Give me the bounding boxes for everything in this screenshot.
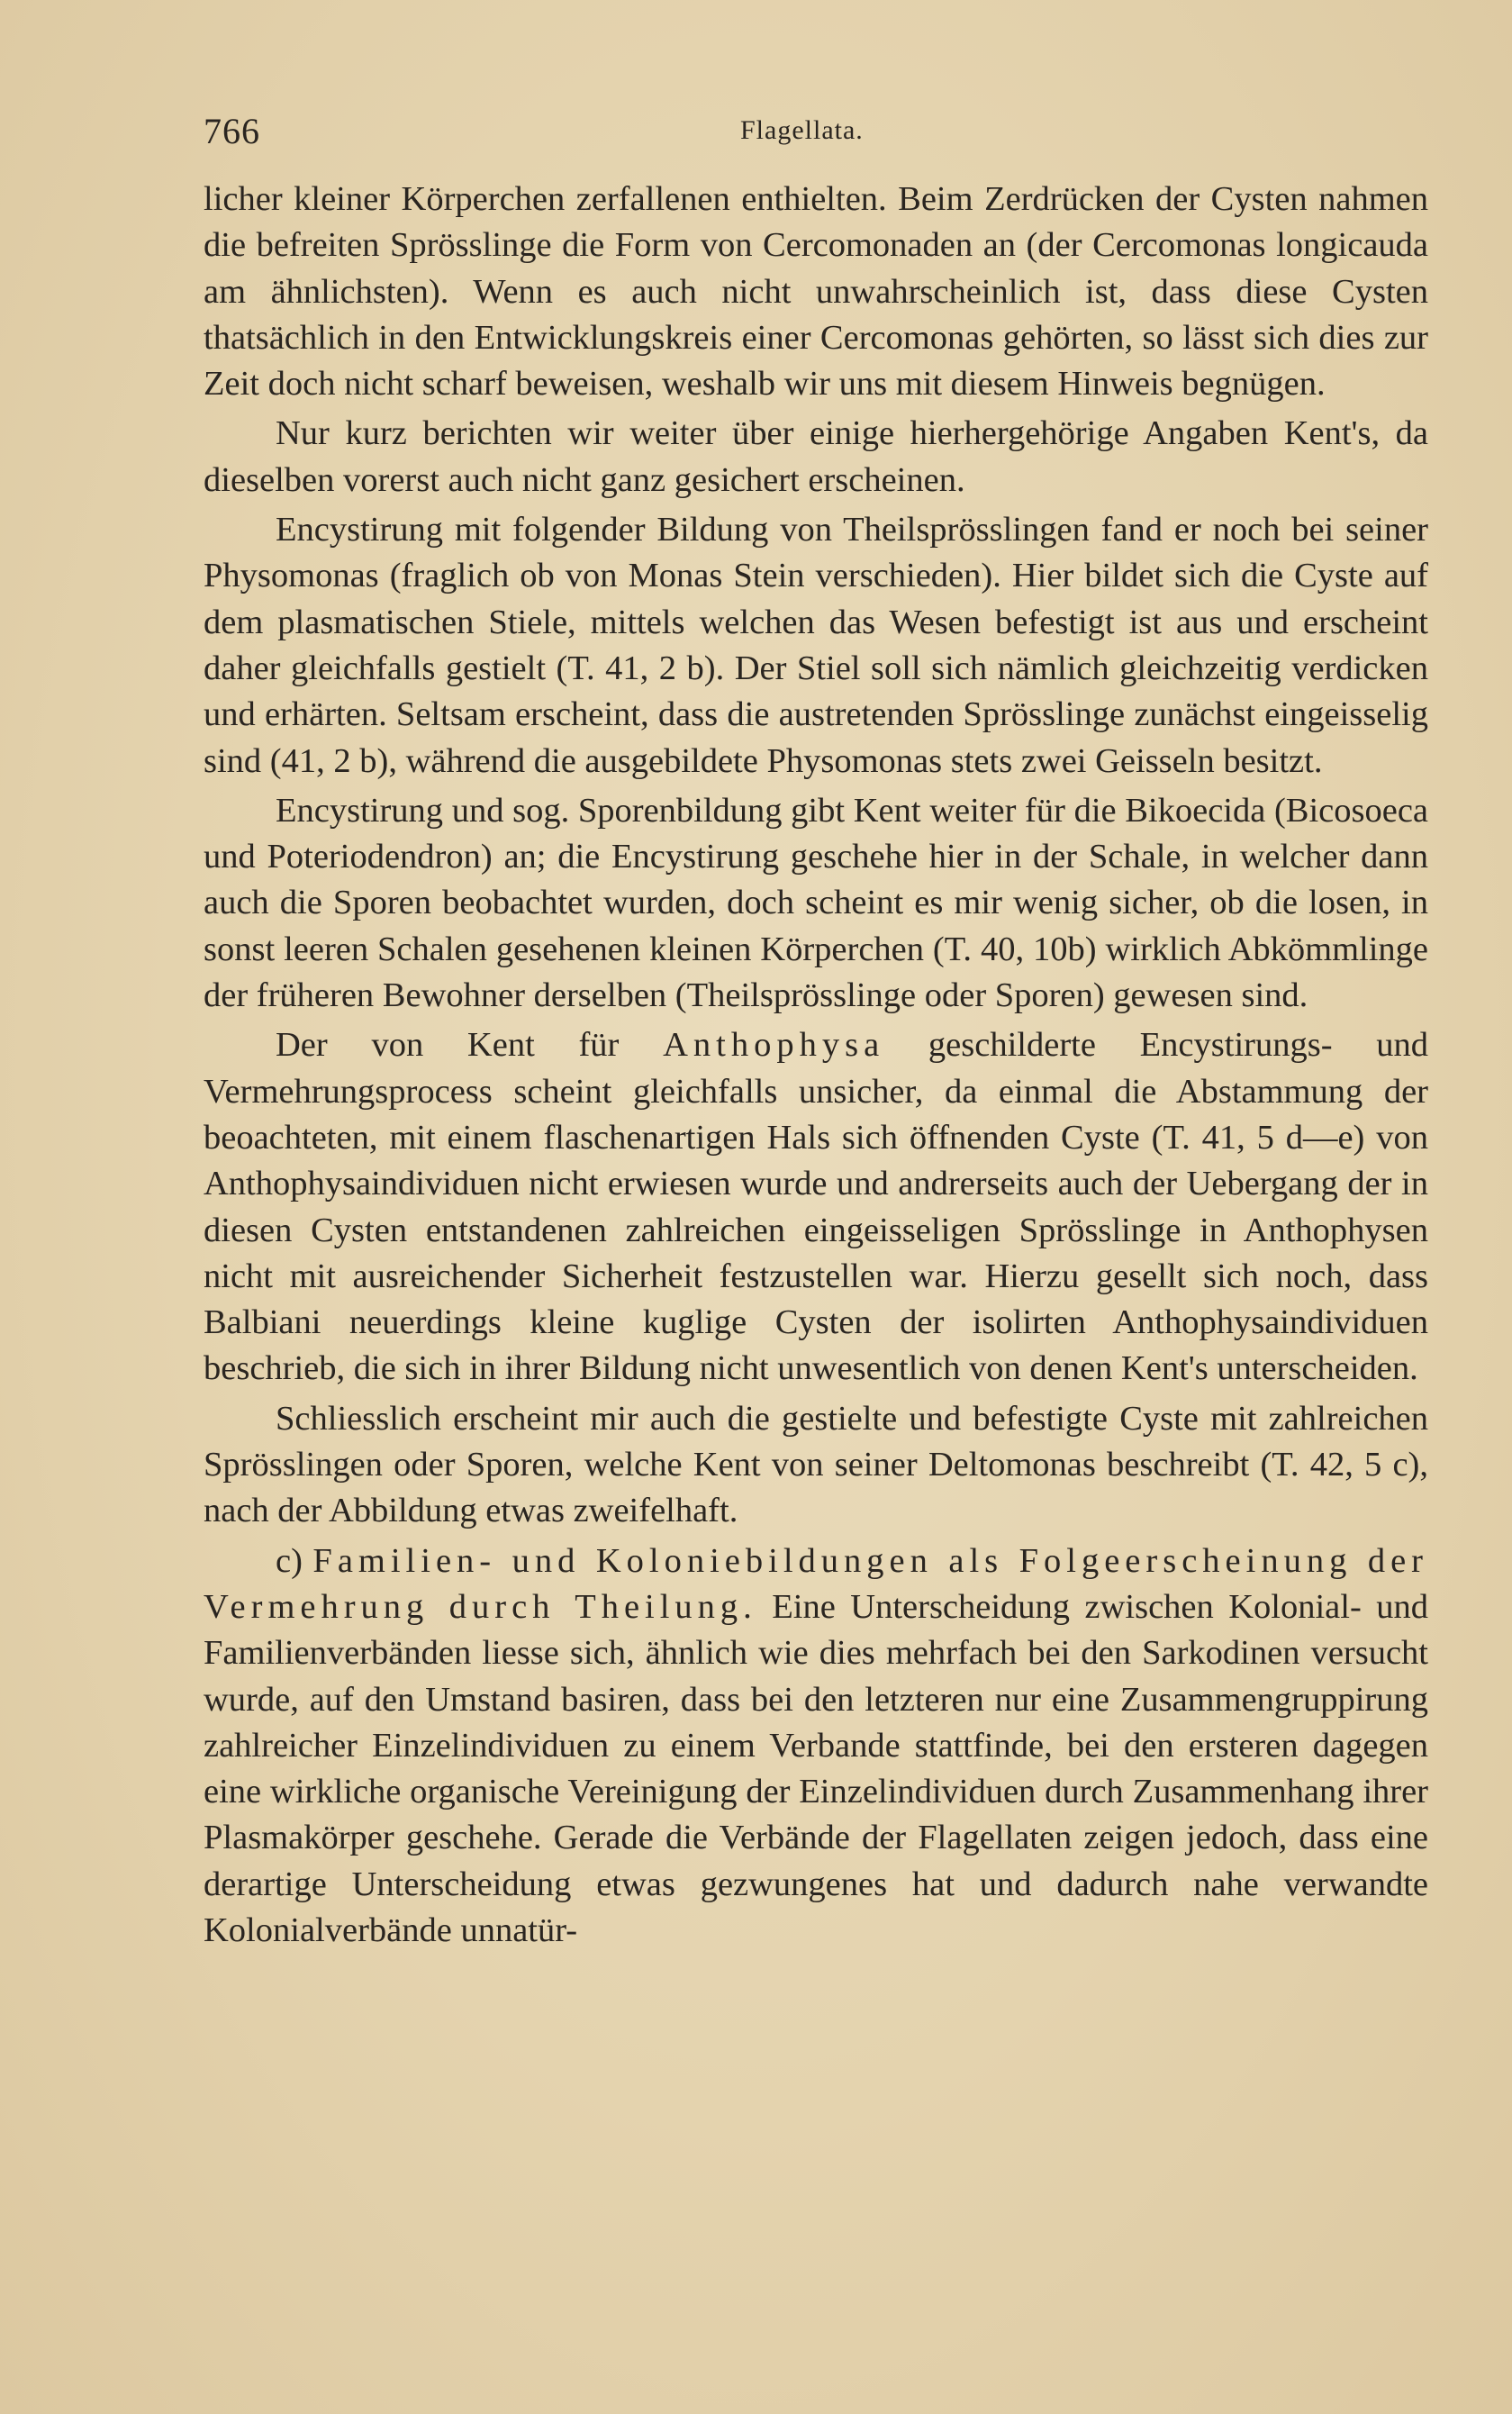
paragraph-1: licher kleiner Körperchen zerfallenen enthielten. Beim Zerdrücken der Cysten nahmen die befreiten Sprösslinge die Form von Cercomonaden an (der Cercomonas longicauda am ähnlichsten). Wenn es auch nicht unwahrscheinlich ist, dass diese Cysten thatsächlich in den Entwicklungskreis einer Cercomonas gehörten, so lässt sich dies zur Zeit doch nicht scharf beweisen, weshalb wir uns mit diesem Hinweis begnügen. xyxy=(204,180,1428,404)
section-label: c) xyxy=(276,1541,313,1580)
page-header xyxy=(204,110,1428,155)
paragraph-5-rest: geschilderte Encystirungs- und Vermehrungsprocess scheint gleichfalls unsicher, da einmal die Abstammung der beoachteten, mit einem flaschenartigen Hals sich öffnenden Cyste (T. 41, 5 d—e) von Anthophysaindividuen nicht erwiesen wurde und andrerseits auch der Uebergang der in diesen Cysten entstandenen zahlreichen eingeisseligen Sprösslinge in Anthophysen nicht mit ausreichender Sicherheit festzustellen war. Hierzu gesellt sich noch, dass Balbiani neuerdings kleine kuglige Cysten der isolirten Anthophysaindividuen beschrieb, die sich in ihrer Bildung nicht unwesentlich von denen Kent's unterscheiden. xyxy=(204,1026,1428,1388)
paragraph-2: Nur kurz berichten wir weiter über einige hierhergehörige Angaben Kent's, da dieselben vorerst auch nicht ganz gesichert erscheinen. xyxy=(204,414,1428,499)
paragraph-6: Schliesslich erscheint mir auch die gestielte und befestigte Cyste mit zahlreichen Sprösslingen oder Sporen, welche Kent von seiner Deltomonas beschreibt (T. 42, 5 c), nach der Abbildung etwas zweifelhaft. xyxy=(204,1399,1428,1530)
paragraph-7-rest: Eine Unterscheidung zwischen Kolonial- und Familienverbänden liesse sich, ähnlich wie dies mehrfach bei den Sarkodinen versucht wurde, auf den Umstand basiren, dass bei den letzteren nur eine Zusammengruppirung zahlreicher Einzelindividuen zu einem Verbande stattfinde, bei den ersteren dagegen eine wirkliche organische Vereinigung der Einzelindividuen durch Zusammenhang ihrer Plasmakörper geschehe. Gerade die Verbände der Flagellaten zeigen jedoch, dass eine derartige Unterscheidung etwas gezwungenes hat und dadurch nahe verwandte Kolonialverbände unnatür- xyxy=(204,1587,1428,1949)
page-number: 766 xyxy=(204,111,260,151)
section-heading-spaced: Familien- und Koloniebildungen als Folgeerscheinung der Vermehrung durch Theilung. xyxy=(204,1541,1428,1626)
paragraph-7 xyxy=(204,1538,1428,1955)
genus-name-spaced: Anthophysa xyxy=(663,1026,885,1065)
paragraph-4: Encystirung und sog. Sporenbildung gibt Kent weiter für die Bikoecida (Bicosoeca und Poteriodendron) an; die Encystirung geschehe hier in der Schale, in welcher dann auch die Sporen beobachtet wurden, doch scheint es mir wenig sicher, ob die losen, in sonst leeren Schalen gesehenen kleinen Körperchen (T. 40, 10b) wirklich Abkömmlinge der früheren Bewohner derselben (Theilsprösslinge oder Sporen) gewesen sind. xyxy=(204,791,1428,1015)
paragraph-3: Encystirung mit folgender Bildung von Theilsprösslingen fand er noch bei seiner Physomonas (fraglich ob von Monas Stein verschieden). Hier bildet sich die Cyste auf dem plasmatischen Stiele, mittels welchen das Wesen befestigt ist aus und erscheint daher gleichfalls gestielt (T. 41, 2 b). Der Stiel soll sich nämlich gleichzeitig verdicken und erhärten. Seltsam erscheint, dass die austretenden Sprösslinge zunächst eingeisselig sind (41, 2 b), während die ausgebildete Physomonas stets zwei Geisseln besitzt. xyxy=(204,511,1428,780)
paragraph-5-lead: Der von Kent für xyxy=(276,1026,664,1065)
paragraph-5 xyxy=(204,1022,1428,1392)
running-title: Flagellata. xyxy=(740,115,864,145)
body-text xyxy=(204,177,1428,1954)
